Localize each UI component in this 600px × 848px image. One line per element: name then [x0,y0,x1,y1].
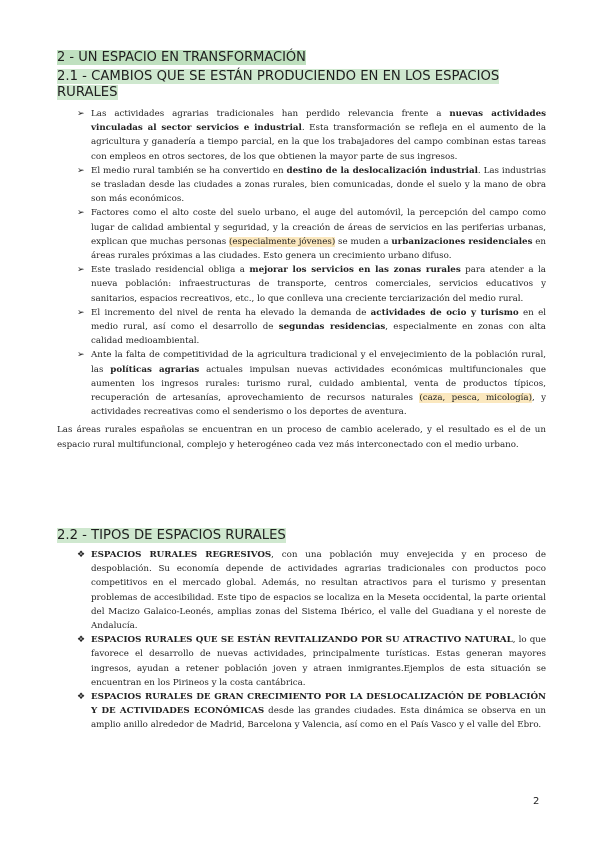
bold-run: ESPACIOS RURALES DE GRAN CRECIMIENTO POR LA DESLOCALIZACIÓN DE POBLACIÓN Y DE ACTIVIDADES ECONÓMICAS [91,692,546,717]
summary-paragraph: Las áreas rurales españolas se encuentran en un proceso de cambio acelerado, y el resultado es el de un espacio rural multifuncional, complejo y heterogéneo cada vez más interconectado con el medio urbano. [57,425,546,450]
text-run: se muden a [335,236,392,247]
text-run: Factores como el alto coste del suelo urbano, el auge del automóvil, la percepción del campo como lugar de calidad ambiental y seguridad, y la creación de áreas de servicios en las periferias urbanas, explican que muchas personas [91,208,546,247]
text-run: Ante la falta de competitividad de la agricultura tradicional y el envejecimiento de la población rural, las [91,350,546,375]
bold-run: políticas agrarias [110,364,200,375]
subsection-heading-22 [57,528,546,544]
diamond-bullet-icon: ❖ [77,635,86,646]
bold-run: ESPACIOS RURALES QUE SE ESTÁN REVITALIZANDO POR SU ATRACTIVO NATURAL [91,635,513,646]
subsection-heading-21-text: 2.1 - CAMBIOS QUE SE ESTÁN PRODUCIENDO EN EN LOS ESPACIOS RURALES [57,69,500,100]
text-run: , lo que favorece el desarrollo de nuevas actividades, principalmente turísticas. Estas generan mayores ingresos, ayudan a retener población joven y atraen inmigrantes.Ejemplos de esta situación se encuentran en los Pirineos y la costa cantábrica. [91,635,546,688]
page-number: 2 [533,796,540,807]
text-run: El incremento del nivel de renta ha elevado la demanda de [91,307,371,318]
bold-run: nuevas actividades vinculadas al sector servicios e industrial [91,109,546,134]
list-item [57,348,546,419]
arrow-bullet-icon: ➢ [77,265,85,276]
arrow-bullet-icon: ➢ [77,307,85,318]
bold-run: segundas residencias [278,322,386,333]
text-run: El medio rural también se ha convertido en [91,165,287,176]
text-run: para atender a la nueva población: infraestructuras de transporte, centros comerciales, servicios educativos y sanitarios, espacios recreativos, etc., lo que conlleva una creciente terciarización del medio rural. [91,265,546,304]
text-run: actuales impulsan nuevas actividades económicas multifuncionales que aumenten los ingresos rurales: turismo rural, cuidado ambiental, venta de productos típicos, recuperación de artesanías, aprovechamiento de recursos naturales [91,364,546,404]
bullets-21 [57,107,546,452]
text-run: Las actividades agrarias tradicionales han perdido relevancia frente a [91,109,450,119]
list-item [57,107,546,164]
text-run: en áreas rurales próximas a las ciudades. Esto genera un crecimiento urbano difuso. [91,236,547,262]
section-heading [57,50,546,65]
list-item [57,548,546,633]
text-run: desde las grandes ciudades. Esta dinámica se observa en un amplio anillo alrededor de Madrid, Barcelona y Valencia, así como en el País Vasco y el valle del Ebro. [91,706,547,731]
list-item [57,164,546,207]
text-run: , y actividades recreativas como el senderismo o los deportes de aventura. [91,393,546,418]
text-run: . Las industrias se trasladan desde las ciudades a zonas rurales, bien comunicadas, donde el suelo y la mano de obra son más económicos. [91,165,546,205]
text-run: Este traslado residencial obliga a [91,265,250,276]
text-run: , especialmente en zonas con alta calidad medioambiental. [91,322,546,347]
section-heading-text: 2 - UN ESPACIO EN TRANSFORMACIÓN [57,50,306,65]
arrow-bullet-icon: ➢ [77,208,85,219]
list-item [57,263,546,306]
highlight-run: (caza, pesca, micología) [419,393,532,404]
list-item [57,306,546,349]
bold-run: urbanizaciones residenciales [391,236,533,247]
subsection-heading-21 [57,69,546,101]
arrow-bullet-icon: ➢ [77,350,85,361]
arrow-bullet-icon: ➢ [77,109,85,119]
arrow-bullet-icon: ➢ [77,165,85,176]
subsection-heading-22-text: 2.2 - TIPOS DE ESPACIOS RURALES [57,528,286,543]
bold-run: destino de la deslocalización industrial [286,165,478,176]
bullets-22 [57,548,546,733]
text-run: , con una población muy envejecida y en proceso de despoblación. Su economía depende de actividades agrarias tradicionales con productos poco competitivos en el mercado global. Además, no resultan atractivos para el turismo y presentan problemas de accesibilidad. Este tipo de espacios se localiza en la Meseta occidental, la parte oriental del Macizo Galaico-Leonés, amplias zonas del Sistema Ibérico, el valle del Guadiana y el noreste de Andalucía. [91,550,546,632]
list-item [57,206,546,263]
list-item [57,633,546,690]
bold-run: mejorar los servicios en las zonas rurales [249,265,461,276]
highlight-run: (especialmente jóvenes) [229,236,336,247]
diamond-bullet-icon: ❖ [77,692,86,703]
text-run: . Esta transformación se refleja en el aumento de la agricultura y ganadería a tiempo parcial, en la que los trabajadores del campo combinan estas tareas con empleos en otros sectores, de los que obtienen la mayor parte de sus ingresos. [91,123,546,162]
bold-run: actividades de ocio y turismo [370,307,519,318]
diamond-bullet-icon: ❖ [77,550,86,560]
text-run: en el medio rural, así como el desarrollo de [91,307,547,333]
list-item [57,690,546,733]
bold-run: ESPACIOS RURALES REGRESIVOS [91,550,272,560]
